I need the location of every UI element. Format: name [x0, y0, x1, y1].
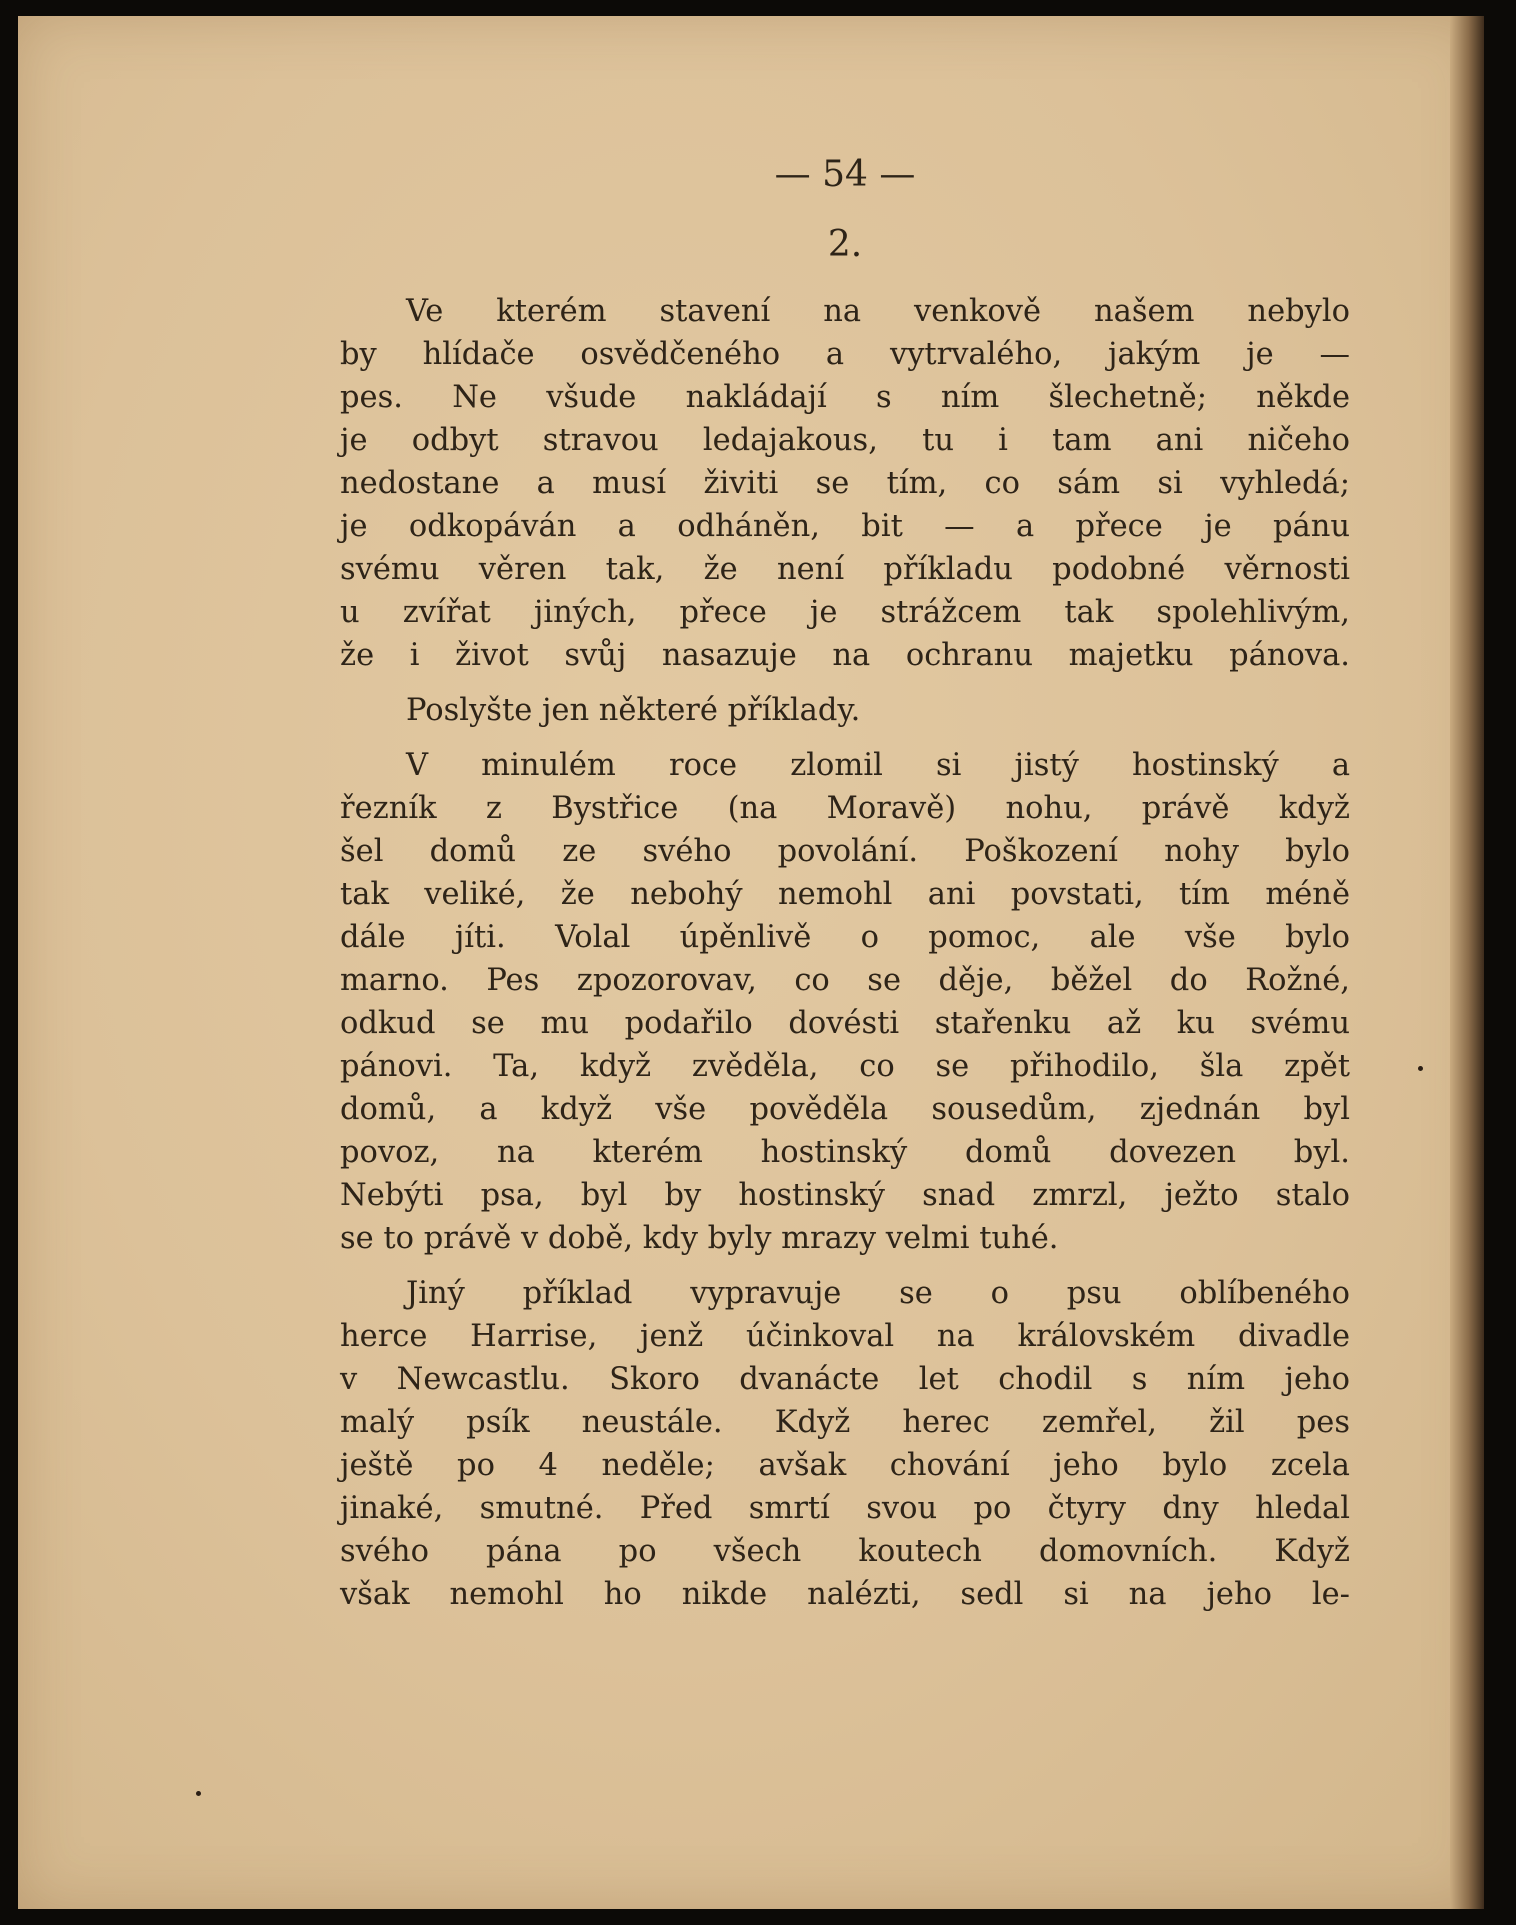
- text-line: marno. Pes zpozorovav, co se děje, běžel do Rožné,: [340, 963, 1350, 998]
- text-line: svému věren tak, že není příkladu podobné věrnosti: [340, 552, 1350, 587]
- text-line: šel domů ze svého povolání. Poškození nohy bylo: [340, 834, 1350, 869]
- text-line: pánovi. Ta, když zvěděla, co se přihodilo, šla zpět: [340, 1049, 1350, 1084]
- page-number: — 54 —: [774, 154, 916, 195]
- text-line: v Newcastlu. Skoro dvanácte let chodil s ním jeho: [340, 1362, 1350, 1397]
- text-line: Nebýti psa, byl by hostinský snad zmrzl, ježto stalo: [340, 1178, 1350, 1213]
- text-line: pes. Ne všude nakládají s ním šlechetně; někde: [340, 380, 1350, 415]
- paragraph: [340, 1272, 1350, 1616]
- text-line: malý psík neustále. Když herec zemřel, žil pes: [340, 1405, 1350, 1440]
- ink-speck: [1418, 1066, 1423, 1071]
- section-number: 2.: [827, 224, 863, 265]
- text-line: že i život svůj nasazuje na ochranu majetku pánova.: [340, 638, 1350, 673]
- text-line: domů, a když vše pověděla sousedům, zjednán byl: [340, 1092, 1350, 1127]
- text-line: řezník z Bystřice (na Moravě) nohu, právě když: [340, 791, 1350, 826]
- text-line: Jiný příklad vypravuje se o psu oblíbeného: [406, 1276, 1350, 1311]
- text-line: se to právě v době, kdy byly mrazy velmi tuhé.: [340, 1221, 1059, 1256]
- text-line: však nemohl ho nikde nalézti, sedl si na jeho le-: [340, 1577, 1350, 1612]
- page-text: [340, 150, 1350, 1628]
- book-gutter: [1450, 16, 1484, 1909]
- text-line: Ve kterém stavení na venkově našem nebylo: [406, 294, 1350, 329]
- text-line: je odbyt stravou ledajakous, tu i tam ani ničeho: [340, 423, 1350, 458]
- text-line: ještě po 4 neděle; avšak chování jeho bylo zcela: [340, 1448, 1350, 1483]
- text-line: je odkopáván a odháněn, bit — a přece je pánu: [340, 509, 1350, 544]
- paragraph: [340, 689, 1350, 732]
- text-line: V minulém roce zlomil si jistý hostinský a: [406, 748, 1350, 783]
- text-line: by hlídače osvědčeného a vytrvalého, jakým je —: [340, 337, 1350, 372]
- text-line: herce Harrise, jenž účinkoval na královském divadle: [340, 1319, 1350, 1354]
- ink-speck: [196, 1791, 201, 1796]
- text-line: u zvířat jiných, přece je strážcem tak spolehlivým,: [340, 595, 1350, 630]
- text-line: povoz, na kterém hostinský domů dovezen byl.: [340, 1135, 1350, 1170]
- text-line: svého pána po všech koutech domovních. Když: [340, 1534, 1350, 1569]
- text-line: Poslyšte jen některé příklady.: [406, 693, 861, 728]
- paragraph: [340, 290, 1350, 677]
- text-line: nedostane a musí živiti se tím, co sám si vyhledá;: [340, 466, 1350, 501]
- text-line: jinaké, smutné. Před smrtí svou po čtyry dny hledal: [340, 1491, 1350, 1526]
- paragraph: [340, 744, 1350, 1260]
- text-line: odkud se mu podařilo dovésti stařenku až ku svému: [340, 1006, 1350, 1041]
- text-line: tak veliké, že nebohý nemohl ani povstati, tím méně: [340, 877, 1350, 912]
- text-line: dále jíti. Volal úpěnlivě o pomoc, ale vše bylo: [340, 920, 1350, 955]
